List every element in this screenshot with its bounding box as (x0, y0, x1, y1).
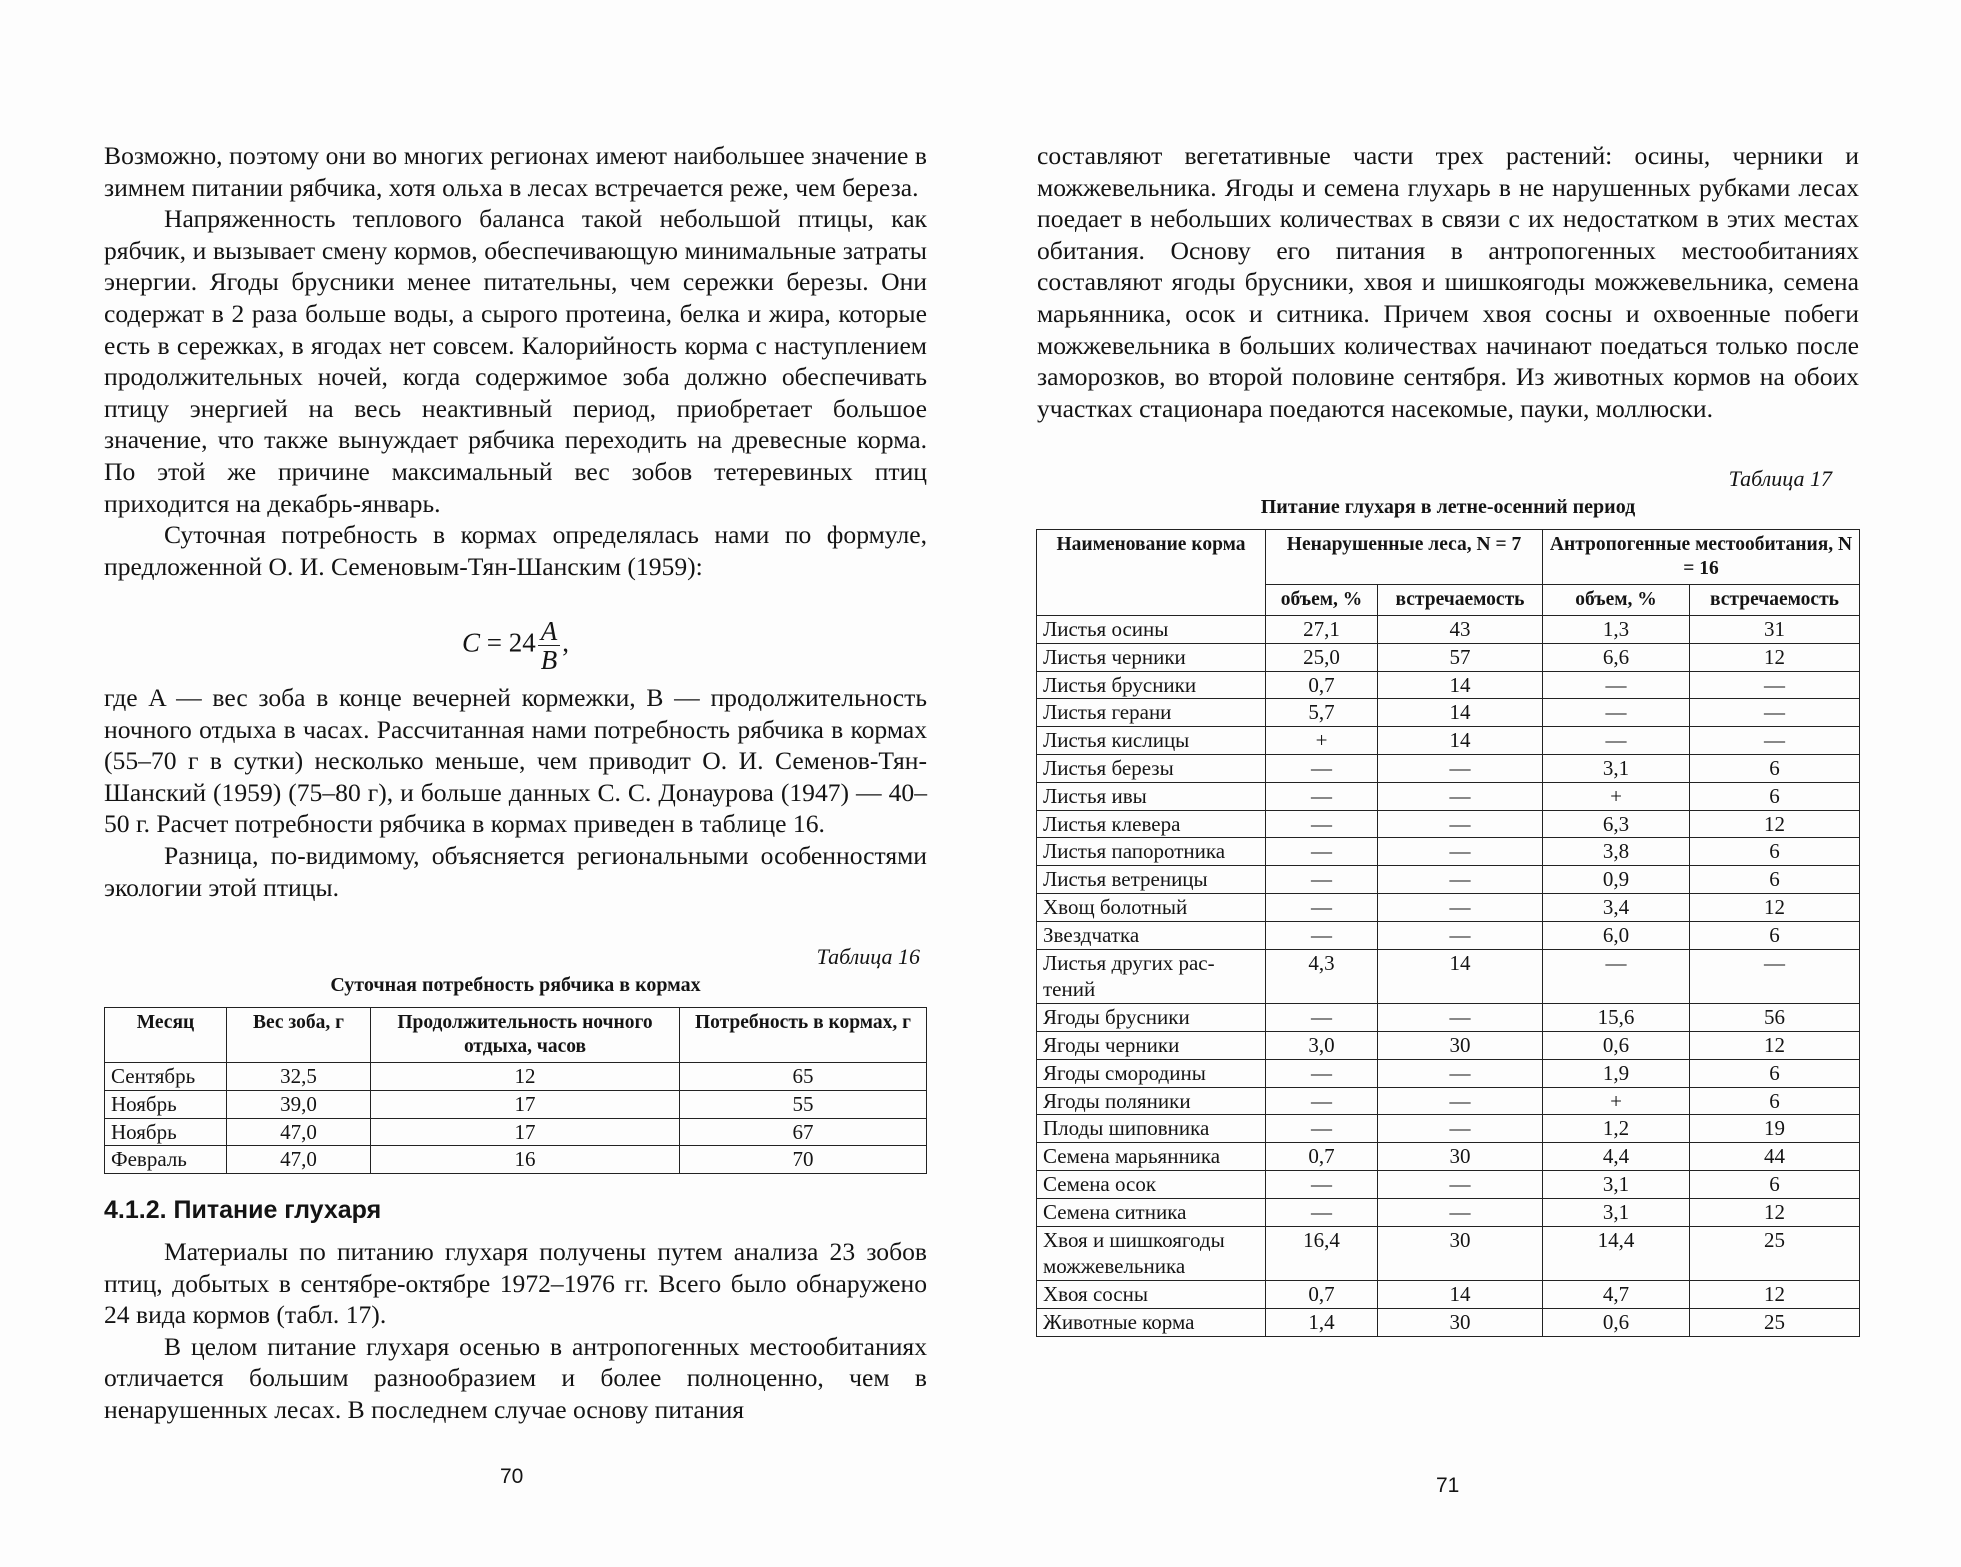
table-cell-value: — (1266, 893, 1378, 921)
table-cell-value: 6 (1690, 921, 1860, 949)
page-number: 70 (500, 1465, 524, 1488)
table-cell-value: — (1378, 921, 1543, 949)
table-cell-value: 5,7 (1266, 699, 1378, 727)
formula-tail: , (562, 627, 569, 658)
table-cell-value: — (1543, 699, 1690, 727)
table-cell-value: — (1690, 949, 1860, 1004)
table-row (1037, 1198, 1860, 1226)
table-cell-name: Семена марьянника (1037, 1143, 1266, 1171)
table-cell-value: 56 (1690, 1004, 1860, 1032)
table-row (1037, 1308, 1860, 1336)
table-cell-value: + (1543, 1087, 1690, 1115)
table-header: Наименование корма (1037, 530, 1266, 616)
table-subheader: объем, % (1543, 585, 1690, 616)
table-cell-value: 25,0 (1266, 643, 1378, 671)
table-cell-value: 4,7 (1543, 1281, 1690, 1309)
table-cell-value: — (1266, 1115, 1378, 1143)
table-cell-value: — (1266, 754, 1378, 782)
table-cell-value: 43 (1378, 616, 1543, 644)
table-cell-value: 3,1 (1543, 1170, 1690, 1198)
table-cell-value: 14 (1378, 1281, 1543, 1309)
table-cell-value: 39,0 (227, 1090, 371, 1118)
table-cell-value: — (1266, 866, 1378, 894)
table-row (1037, 1115, 1860, 1143)
table-cell-value: 32,5 (227, 1063, 371, 1091)
table-header-group: Антропогенные местообитания, N = 16 (1543, 530, 1860, 585)
table-17-title: Питание глухаря в летне-осенний период (1260, 496, 1636, 518)
table-row (1037, 643, 1860, 671)
table-cell-name: Листья других растений (1037, 949, 1266, 1004)
table-cell-value: 6,6 (1543, 643, 1690, 671)
table-cell-value: 6 (1690, 1170, 1860, 1198)
left-top-text (104, 140, 927, 582)
table-header: Вес зоба, г (227, 1008, 371, 1063)
table-row (1037, 727, 1860, 755)
table-cell-value: 67 (680, 1118, 927, 1146)
formula (462, 617, 569, 674)
table-cell-value: — (1378, 866, 1543, 894)
table-cell-name: Ягоды смородины (1037, 1059, 1266, 1087)
table-cell-value: 31 (1690, 616, 1860, 644)
section-heading: 4.1.2. Питание глухаря (104, 1196, 382, 1224)
table-cell-value: — (1378, 1115, 1543, 1143)
table-cell-name: Плоды шиповника (1037, 1115, 1266, 1143)
table-cell-value: 25 (1690, 1226, 1860, 1281)
table-cell-value: 0,6 (1543, 1031, 1690, 1059)
table-cell-value: 3,1 (1543, 1198, 1690, 1226)
table-cell-value: 6,3 (1543, 810, 1690, 838)
table-cell-name: Семена осок (1037, 1170, 1266, 1198)
table-cell-value: 17 (371, 1118, 680, 1146)
table-cell-value: 6 (1690, 1059, 1860, 1087)
table-cell-name: Листья клевера (1037, 810, 1266, 838)
table-cell-value: — (1543, 671, 1690, 699)
table-cell-value: 0,7 (1266, 1143, 1378, 1171)
table-cell-name: Ягоды черники (1037, 1031, 1266, 1059)
table-cell-value: 57 (1378, 643, 1543, 671)
table-cell-value: — (1378, 754, 1543, 782)
table-cell-value: 27,1 (1266, 616, 1378, 644)
table-cell-name: Ноябрь (105, 1090, 227, 1118)
formula-fraction (538, 617, 561, 674)
table-cell-value: 14 (1378, 949, 1543, 1004)
table-17-caption: Таблица 17 (1728, 466, 1832, 491)
formula-denominator: B (540, 645, 558, 675)
table-cell-name: Сентябрь (105, 1063, 227, 1091)
table-cell-value: 30 (1378, 1308, 1543, 1336)
table-cell-value: 65 (680, 1063, 927, 1091)
table-row (1037, 1031, 1860, 1059)
table-cell-value: 30 (1378, 1143, 1543, 1171)
table-cell-value: 6 (1690, 1087, 1860, 1115)
table-cell-value: 17 (371, 1090, 680, 1118)
table-header: Месяц (105, 1008, 227, 1063)
table-cell-name: Листья кислицы (1037, 727, 1266, 755)
table-cell-value: 1,3 (1543, 616, 1690, 644)
table-cell-name: Ягоды брусники (1037, 1004, 1266, 1032)
table-row (1037, 838, 1860, 866)
table-cell-value: 1,2 (1543, 1115, 1690, 1143)
table-cell-value: — (1690, 699, 1860, 727)
table-cell-name: Ягоды поляники (1037, 1087, 1266, 1115)
table-cell-value: — (1266, 1059, 1378, 1087)
table-cell-value: 0,7 (1266, 671, 1378, 699)
table-cell-value: 6 (1690, 754, 1860, 782)
paragraph: В целом питание глухаря осенью в антропогенных местообитаниях отличается большим разнообразием и более полноценно, чем в ненарушенных лесах. В последнем случае основу питания (104, 1331, 927, 1424)
table-cell-name: Хвощ болотный (1037, 893, 1266, 921)
table-row (1037, 1004, 1860, 1032)
paragraph: Разница, по-видимому, объясняется региональными особенностями экологии этой птицы. (104, 840, 927, 902)
formula-lhs: C (462, 627, 481, 658)
table-cell-value: — (1378, 1087, 1543, 1115)
table-cell-value: 16,4 (1266, 1226, 1378, 1281)
table-cell-value: + (1266, 727, 1378, 755)
paragraph: Материалы по питанию глухаря получены путем анализа 23 зобов птиц, добытых в сентябре-октябре 1972–1976 гг. Всего было обнаружено 24 вида кормов (табл. 17). (104, 1237, 927, 1330)
table-cell-name: Хвоя сосны (1037, 1281, 1266, 1309)
table-cell-name: Хвоя и шишкоягоды можжевельника (1037, 1226, 1266, 1281)
table-cell-value: — (1378, 1004, 1543, 1032)
table-row (1037, 1226, 1860, 1281)
table-cell-value: — (1690, 727, 1860, 755)
table-cell-value: 19 (1690, 1115, 1860, 1143)
formula-eq: = 24 (480, 627, 536, 658)
table-cell-value: 3,8 (1543, 838, 1690, 866)
table-cell-value: — (1266, 921, 1378, 949)
table-cell-value: 3,1 (1543, 754, 1690, 782)
table-cell-value: 12 (1690, 810, 1860, 838)
table-row (105, 1146, 927, 1174)
table-row (1037, 1281, 1860, 1309)
table-row (1037, 754, 1860, 782)
table-cell-value: — (1266, 1170, 1378, 1198)
table-cell-value: 0,6 (1543, 1308, 1690, 1336)
table-cell-value: — (1378, 1198, 1543, 1226)
paragraph: Напряженность теплового баланса такой небольшой птицы, как рябчик, и вызывает смену кормов, обеспечивающую минимальные затраты энергии. Ягоды брусники менее питательны, чем сережки березы. Они содержат в 2 раза больше воды, а сырого протеина, белка и жира, которые есть в сережках, в ягодах нет совсем. Калорийность корма с наступлением продолжительных ночей, когда содержимое зоба должно обеспечивать птицу энергией на весь неактивный период, приобретает большое значение, что также вынуждает рябчика переходить на древесные корма. По этой же причине максимальный вес зобов тетеревиных птиц приходится на декабрь-январь. (104, 204, 927, 518)
table-cell-value: 6 (1690, 782, 1860, 810)
table-cell-value: 47,0 (227, 1146, 371, 1174)
formula-numerator: A (538, 617, 561, 646)
table-cell-value: + (1543, 782, 1690, 810)
table-cell-value: 44 (1690, 1143, 1860, 1171)
table-row (1037, 866, 1860, 894)
table-row (105, 1063, 927, 1091)
table-cell-name: Листья герани (1037, 699, 1266, 727)
table-cell-name: Семена ситника (1037, 1198, 1266, 1226)
table-subheader: встречаемость (1690, 585, 1860, 616)
table-row (1037, 1170, 1860, 1198)
table-row (1037, 671, 1860, 699)
table-cell-value: 12 (1690, 1198, 1860, 1226)
table-cell-name: Листья ивы (1037, 782, 1266, 810)
paragraph: составляют вегетативные части трех растений: осины, черники и можжевельника. Ягоды и семена глухарь в не нарушенных рубками лесах поедает в небольших количествах в связи с их недостатком в этих местах обитания. Основу его питания в антропогенных местообитаниях составляют ягоды брусники, хвоя и шишкоягоды можжевельника, семена марьянника, осок и ситника. Причем хвоя сосны и охвоенные побеги можжевельника в больших количествах начинают поедаться только после заморозков, во второй половине сентября. Из животных кормов на обоих участках стационара поедаются насекомые, пауки, моллюски. (1037, 141, 1859, 423)
table-cell-name: Февраль (105, 1146, 227, 1174)
table-cell-name: Листья папоротника (1037, 838, 1266, 866)
table-cell-value: 15,6 (1543, 1004, 1690, 1032)
table-cell-value: — (1378, 1059, 1543, 1087)
left-mid-text (104, 682, 927, 903)
table-cell-value: 25 (1690, 1308, 1860, 1336)
table-cell-name: Листья осины (1037, 616, 1266, 644)
table-cell-value: 14,4 (1543, 1226, 1690, 1281)
table-cell-name: Листья березы (1037, 754, 1266, 782)
table-cell-value: 6 (1690, 866, 1860, 894)
table-cell-value: 70 (680, 1146, 927, 1174)
table-cell-name: Животные корма (1037, 1308, 1266, 1336)
table-row (1037, 1143, 1860, 1171)
table-cell-value: 0,7 (1266, 1281, 1378, 1309)
table-row (1037, 1087, 1860, 1115)
table-cell-value: — (1266, 1087, 1378, 1115)
table-cell-value: 12 (1690, 893, 1860, 921)
table-cell-value: 6,0 (1543, 921, 1690, 949)
table-header: Потребность в кормах, г (680, 1008, 927, 1063)
table-cell-value: 12 (1690, 1281, 1860, 1309)
table-cell-name: Звездчатка (1037, 921, 1266, 949)
table-cell-value: — (1266, 810, 1378, 838)
table-cell-value: — (1543, 949, 1690, 1004)
right-top-text (1037, 140, 1859, 424)
paragraph: Суточная потребность в кормах определялась нами по формуле, предложенной О. И. Семеновым-Тян-Шанским (1959): (104, 520, 927, 581)
table-16-title: Суточная потребность рябчика в кормах (330, 974, 701, 996)
table-cell-value: 30 (1378, 1031, 1543, 1059)
table-subheader: встречаемость (1378, 585, 1543, 616)
paragraph: где A — вес зоба в конце вечерней кормежки, B — продолжительность ночного отдыха в часах. Рассчитанная нами потребность рябчика в кормах (55–70 г в сутки) несколько меньше, чем приводит О. И. Семенов-Тян-Шанский (1959) (75–80 г), и больше данных С. С. Донаурова (1947) — 40–50 г. Расчет потребности рябчика в кормах приведен в таблице 16. (104, 683, 927, 839)
table-cell-value: 47,0 (227, 1118, 371, 1146)
table-cell-value: 4,3 (1266, 949, 1378, 1004)
table-cell-value: 55 (680, 1090, 927, 1118)
table-cell-value: — (1378, 1170, 1543, 1198)
table-cell-value: — (1266, 1004, 1378, 1032)
table-row (105, 1118, 927, 1146)
table-cell-value: — (1690, 671, 1860, 699)
table-cell-value: — (1266, 1198, 1378, 1226)
table-cell-value: — (1266, 838, 1378, 866)
table-row (1037, 893, 1860, 921)
left-page (0, 0, 980, 1567)
table-row (105, 1090, 927, 1118)
table-subheader: объем, % (1266, 585, 1378, 616)
table-cell-name: Листья черники (1037, 643, 1266, 671)
table-cell-value: 12 (1690, 1031, 1860, 1059)
table-cell-value: 14 (1378, 727, 1543, 755)
table-cell-value: 0,9 (1543, 866, 1690, 894)
table-cell-value: 30 (1378, 1226, 1543, 1281)
table-cell-value: 3,4 (1543, 893, 1690, 921)
table-cell-value: — (1378, 810, 1543, 838)
table-17 (1036, 529, 1860, 1337)
table-cell-name: Ноябрь (105, 1118, 227, 1146)
page-number: 71 (1436, 1474, 1460, 1497)
table-cell-value: 4,4 (1543, 1143, 1690, 1171)
table-16 (104, 1007, 927, 1174)
table-row (1037, 921, 1860, 949)
table-cell-name: Листья ветреницы (1037, 866, 1266, 894)
table-cell-value: — (1543, 727, 1690, 755)
table-cell-value: — (1266, 782, 1378, 810)
table-cell-value: 1,4 (1266, 1308, 1378, 1336)
table-header-group: Ненарушенные леса, N = 7 (1266, 530, 1543, 585)
table-cell-value: 14 (1378, 699, 1543, 727)
table-cell-value: 16 (371, 1146, 680, 1174)
table-row (1037, 949, 1860, 1004)
table-cell-name: Листья брусники (1037, 671, 1266, 699)
table-row (1037, 616, 1860, 644)
table-row (1037, 699, 1860, 727)
table-header: Продолжительность ночного отдыха, часов (371, 1008, 680, 1063)
table-16-caption: Таблица 16 (816, 944, 920, 969)
table-cell-value: — (1378, 893, 1543, 921)
table-row (1037, 782, 1860, 810)
table-cell-value: 12 (371, 1063, 680, 1091)
table-row (1037, 1059, 1860, 1087)
right-page (980, 0, 1961, 1567)
table-cell-value: — (1378, 838, 1543, 866)
table-cell-value: 3,0 (1266, 1031, 1378, 1059)
table-cell-value: — (1378, 782, 1543, 810)
table-cell-value: 12 (1690, 643, 1860, 671)
table-cell-value: 14 (1378, 671, 1543, 699)
paragraph: Возможно, поэтому они во многих регионах имеют наибольшее значение в зимнем питании рябчика, хотя ольха в лесах встречается реже, чем береза. (104, 141, 927, 202)
left-bottom-text (104, 1236, 927, 1426)
table-cell-value: 6 (1690, 838, 1860, 866)
table-cell-value: 1,9 (1543, 1059, 1690, 1087)
table-row (1037, 810, 1860, 838)
